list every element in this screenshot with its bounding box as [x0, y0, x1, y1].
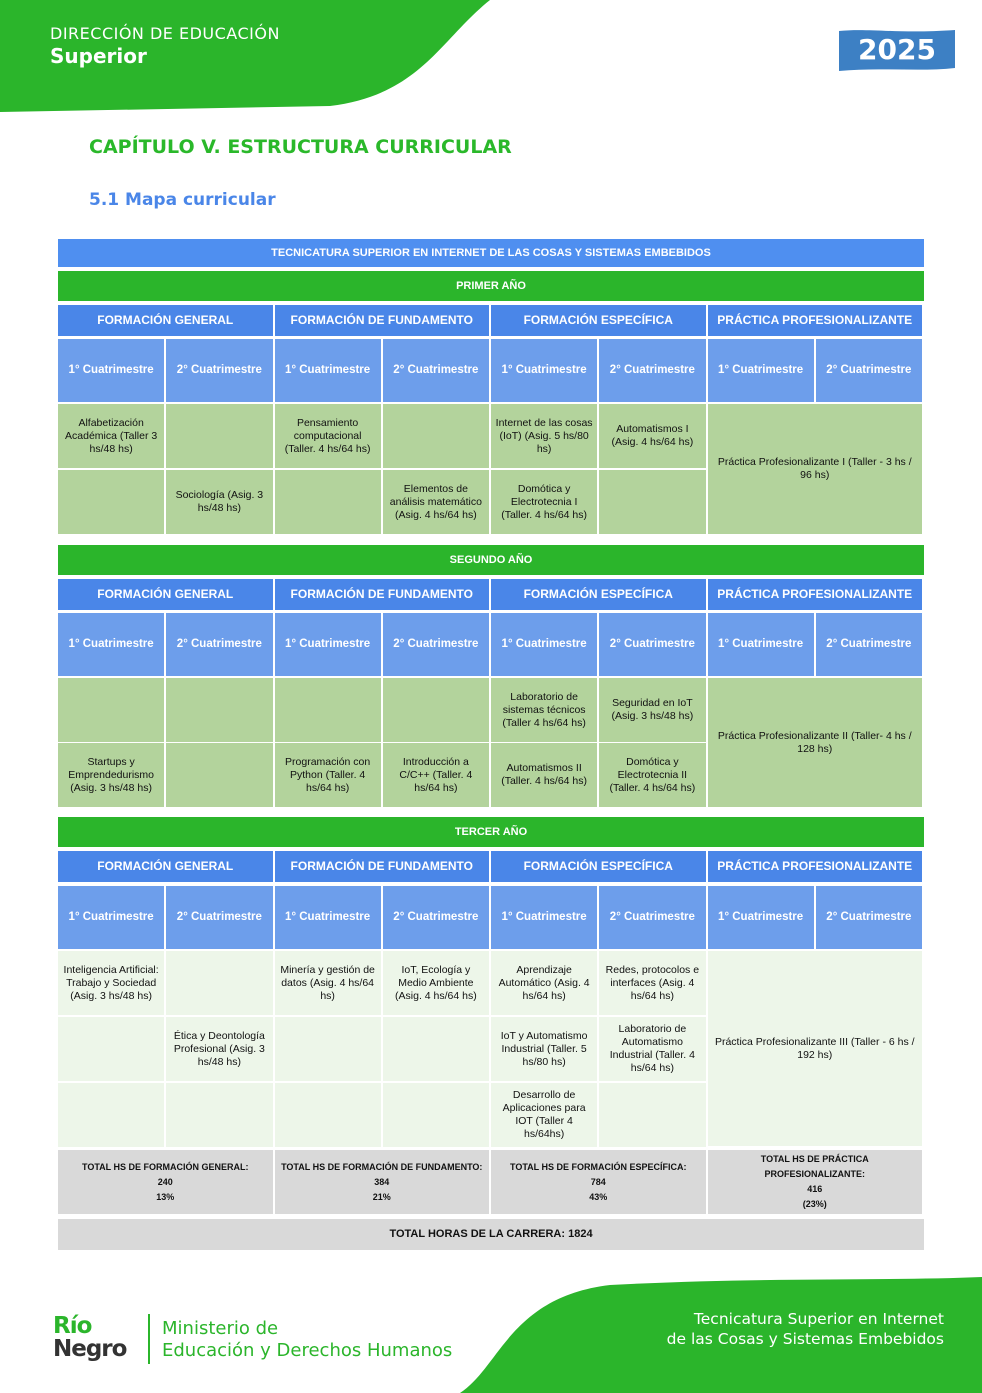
total-label: TOTAL HS DE FORMACIÓN ESPECÍFICA:	[509, 1161, 687, 1172]
area-header: FORMACIÓN DE FUNDAMENTO	[275, 305, 490, 336]
subject-cell	[275, 1017, 381, 1081]
cuatrimestre-header: 1° Cuatrimestre	[58, 886, 164, 949]
total-hours: 784	[590, 1176, 606, 1187]
year-label: 2025	[858, 33, 936, 66]
subject-cell: Seguridad en IoT (Asig. 3 hs/48 hs)	[599, 678, 705, 742]
cuatrimestre-header: 2° Cuatrimestre	[816, 886, 922, 949]
area-header: FORMACIÓN DE FUNDAMENTO	[275, 579, 490, 610]
subject-cell: Startups y Emprendedurismo (Asig. 3 hs/48 hs)	[58, 743, 164, 807]
subject-cell	[599, 1083, 705, 1147]
subject-cell	[275, 1083, 381, 1147]
cuatrimestre-header: 1° Cuatrimestre	[491, 613, 597, 676]
chapter-title: CAPÍTULO V. ESTRUCTURA CURRICULAR	[89, 136, 512, 158]
subject-cell	[383, 1017, 489, 1081]
cuatrimestre-header: 2° Cuatrimestre	[599, 886, 705, 949]
total-hours: 240	[157, 1176, 173, 1187]
subject-cell	[275, 678, 381, 742]
subject-cell: Desarrollo de Aplicaciones para IOT (Taller 4 hs/64hs)	[491, 1083, 597, 1147]
subject-cell: Automatismos I (Asig. 4 hs/64 hs)	[599, 404, 705, 468]
cuatrimestre-header: 1° Cuatrimestre	[275, 886, 381, 949]
subject-cell	[166, 678, 272, 742]
subject-cell: Inteligencia Artificial: Trabajo y Sociedad (Asig. 3 hs/48 hs)	[58, 951, 164, 1015]
area-header: PRÁCTICA PROFESIONALIZANTE	[708, 851, 923, 882]
subject-cell	[166, 951, 272, 1015]
subject-cell: Elementos de análisis matemático (Asig. 4 hs/64 hs)	[383, 470, 489, 534]
cuatrimestre-header: 2° Cuatrimestre	[166, 886, 272, 949]
cuatrimestre-header: 2° Cuatrimestre	[599, 613, 705, 676]
area-header: FORMACIÓN GENERAL	[58, 305, 273, 336]
subject-cell: Sociología (Asig. 3 hs/48 hs)	[166, 470, 272, 534]
area-header: FORMACIÓN ESPECÍFICA	[491, 579, 706, 610]
subject-cell: Laboratorio de sistemas técnicos (Taller 4 hs/64 hs)	[491, 678, 597, 742]
subject-cell: Introducción a C/C++ (Taller. 4 hs/64 hs)	[383, 743, 489, 807]
header-level: Superior	[50, 44, 147, 68]
subject-cell	[166, 743, 272, 807]
cuatrimestre-header: 2° Cuatrimestre	[166, 339, 272, 402]
total-hours: 384	[374, 1176, 390, 1187]
logo-divider	[148, 1314, 150, 1364]
cuatrimestre-header: 2° Cuatrimestre	[383, 339, 489, 402]
subject-cell: Aprendizaje Automático (Asig. 4 hs/64 hs)	[491, 951, 597, 1015]
subject-cell	[383, 404, 489, 468]
practica-cell: Práctica Profesionalizante III (Taller - 6 hs / 192 hs)	[708, 951, 923, 1146]
practica-cell: Práctica Profesionalizante I (Taller - 3 hs / 96 hs)	[708, 404, 923, 534]
cuatrimestre-header: 1° Cuatrimestre	[708, 613, 814, 676]
total-pct: 21%	[372, 1191, 391, 1202]
subject-cell	[275, 470, 381, 534]
practica-cell: Práctica Profesionalizante II (Taller- 4 hs / 128 hs)	[708, 678, 923, 807]
area-header: FORMACIÓN GENERAL	[58, 851, 273, 882]
cuatrimestre-header: 2° Cuatrimestre	[816, 613, 922, 676]
cuatrimestre-header: 2° Cuatrimestre	[599, 339, 705, 402]
subject-cell: Domótica y Electrotecnia II (Taller. 4 hs/64 hs)	[599, 743, 705, 807]
subject-cell: Domótica y Electrotecnia I (Taller. 4 hs/64 hs)	[491, 470, 597, 534]
subject-cell: IoT y Automatismo Industrial (Taller. 5 hs/80 hs)	[491, 1017, 597, 1081]
ministry-line1: Ministerio de	[162, 1318, 279, 1339]
area-header: FORMACIÓN ESPECÍFICA	[491, 851, 706, 882]
area-total	[275, 1150, 490, 1214]
total-label: TOTAL HS DE FORMACIÓN DE FUNDAMENTO:	[281, 1161, 483, 1172]
cuatrimestre-header: 2° Cuatrimestre	[383, 613, 489, 676]
subject-cell	[58, 678, 164, 742]
table-title: TECNICATURA SUPERIOR EN INTERNET DE LAS COSAS Y SISTEMAS EMBEBIDOS	[58, 239, 924, 267]
subject-cell	[383, 1083, 489, 1147]
subject-cell	[58, 470, 164, 534]
footer-career-line2: de las Cosas y Sistemas Embebidos	[666, 1330, 944, 1348]
area-header: PRÁCTICA PROFESIONALIZANTE	[708, 579, 923, 610]
total-pct: 13%	[156, 1191, 175, 1202]
ministry-line2: Educación y Derechos Humanos	[162, 1340, 453, 1361]
subject-cell: Minería y gestión de datos (Asig. 4 hs/64 hs)	[275, 951, 381, 1015]
footer-career-line1: Tecnicatura Superior en Internet	[693, 1310, 944, 1328]
area-total	[708, 1150, 923, 1214]
year-bar: TERCER AÑO	[58, 817, 924, 847]
subject-cell: Laboratorio de Automatismo Industrial (Taller. 4 hs/64 hs)	[599, 1017, 705, 1081]
cuatrimestre-header: 2° Cuatrimestre	[383, 886, 489, 949]
area-header: FORMACIÓN DE FUNDAMENTO	[275, 851, 490, 882]
section-title: 5.1 Mapa curricular	[89, 190, 276, 210]
area-header: FORMACIÓN ESPECÍFICA	[491, 305, 706, 336]
subject-cell: Alfabetización Académica (Taller 3 hs/48 hs)	[58, 404, 164, 468]
cuatrimestre-header: 1° Cuatrimestre	[491, 886, 597, 949]
subject-cell: Ética y Deontología Profesional (Asig. 3 hs/48 hs)	[166, 1017, 272, 1081]
subject-cell	[166, 404, 272, 468]
cuatrimestre-header: 1° Cuatrimestre	[58, 613, 164, 676]
subject-cell: Internet de las cosas (IoT) (Asig. 5 hs/80 hs)	[491, 404, 597, 468]
area-header: PRÁCTICA PROFESIONALIZANTE	[708, 305, 923, 336]
subject-cell: Automatismos II (Taller. 4 hs/64 hs)	[491, 743, 597, 807]
subject-cell: Pensamiento computacional (Taller. 4 hs/64 hs)	[275, 404, 381, 468]
cuatrimestre-header: 1° Cuatrimestre	[275, 613, 381, 676]
grand-total: TOTAL HORAS DE LA CARRERA: 1824	[58, 1219, 924, 1250]
area-total	[58, 1150, 273, 1214]
total-label: TOTAL HS DE FORMACIÓN GENERAL:	[82, 1161, 249, 1172]
subject-cell	[599, 470, 705, 534]
cuatrimestre-header: 1° Cuatrimestre	[708, 339, 814, 402]
rio-negro-logo-bottom: Negro	[53, 1336, 127, 1362]
total-label: TOTAL HS DE PRÁCTICA PROFESIONALIZANTE:	[760, 1154, 869, 1179]
cuatrimestre-header: 2° Cuatrimestre	[816, 339, 922, 402]
area-total	[491, 1150, 706, 1214]
cuatrimestre-header: 1° Cuatrimestre	[708, 886, 814, 949]
subject-cell: Programación con Python (Taller. 4 hs/64 hs)	[275, 743, 381, 807]
cuatrimestre-header: 1° Cuatrimestre	[58, 339, 164, 402]
cuatrimestre-header: 1° Cuatrimestre	[275, 339, 381, 402]
total-pct: 43%	[589, 1191, 608, 1202]
year-bar: PRIMER AÑO	[58, 271, 924, 301]
subject-cell	[58, 1083, 164, 1147]
subject-cell	[58, 1017, 164, 1081]
subject-cell: Redes, protocolos e interfaces (Asig. 4 hs/64 hs)	[599, 951, 705, 1015]
rio-negro-logo-top: Río	[53, 1313, 92, 1339]
year-bar: SEGUNDO AÑO	[58, 545, 924, 575]
subject-cell: IoT, Ecología y Medio Ambiente (Asig. 4 hs/64 hs)	[383, 951, 489, 1015]
cuatrimestre-header: 1° Cuatrimestre	[491, 339, 597, 402]
header-department: DIRECCIÓN DE EDUCACIÓN	[50, 24, 280, 43]
total-hours: 416	[807, 1184, 823, 1194]
subject-cell	[383, 678, 489, 742]
total-pct: (23%)	[802, 1199, 827, 1209]
subject-cell	[166, 1083, 272, 1147]
cuatrimestre-header: 2° Cuatrimestre	[166, 613, 272, 676]
area-header: FORMACIÓN GENERAL	[58, 579, 273, 610]
